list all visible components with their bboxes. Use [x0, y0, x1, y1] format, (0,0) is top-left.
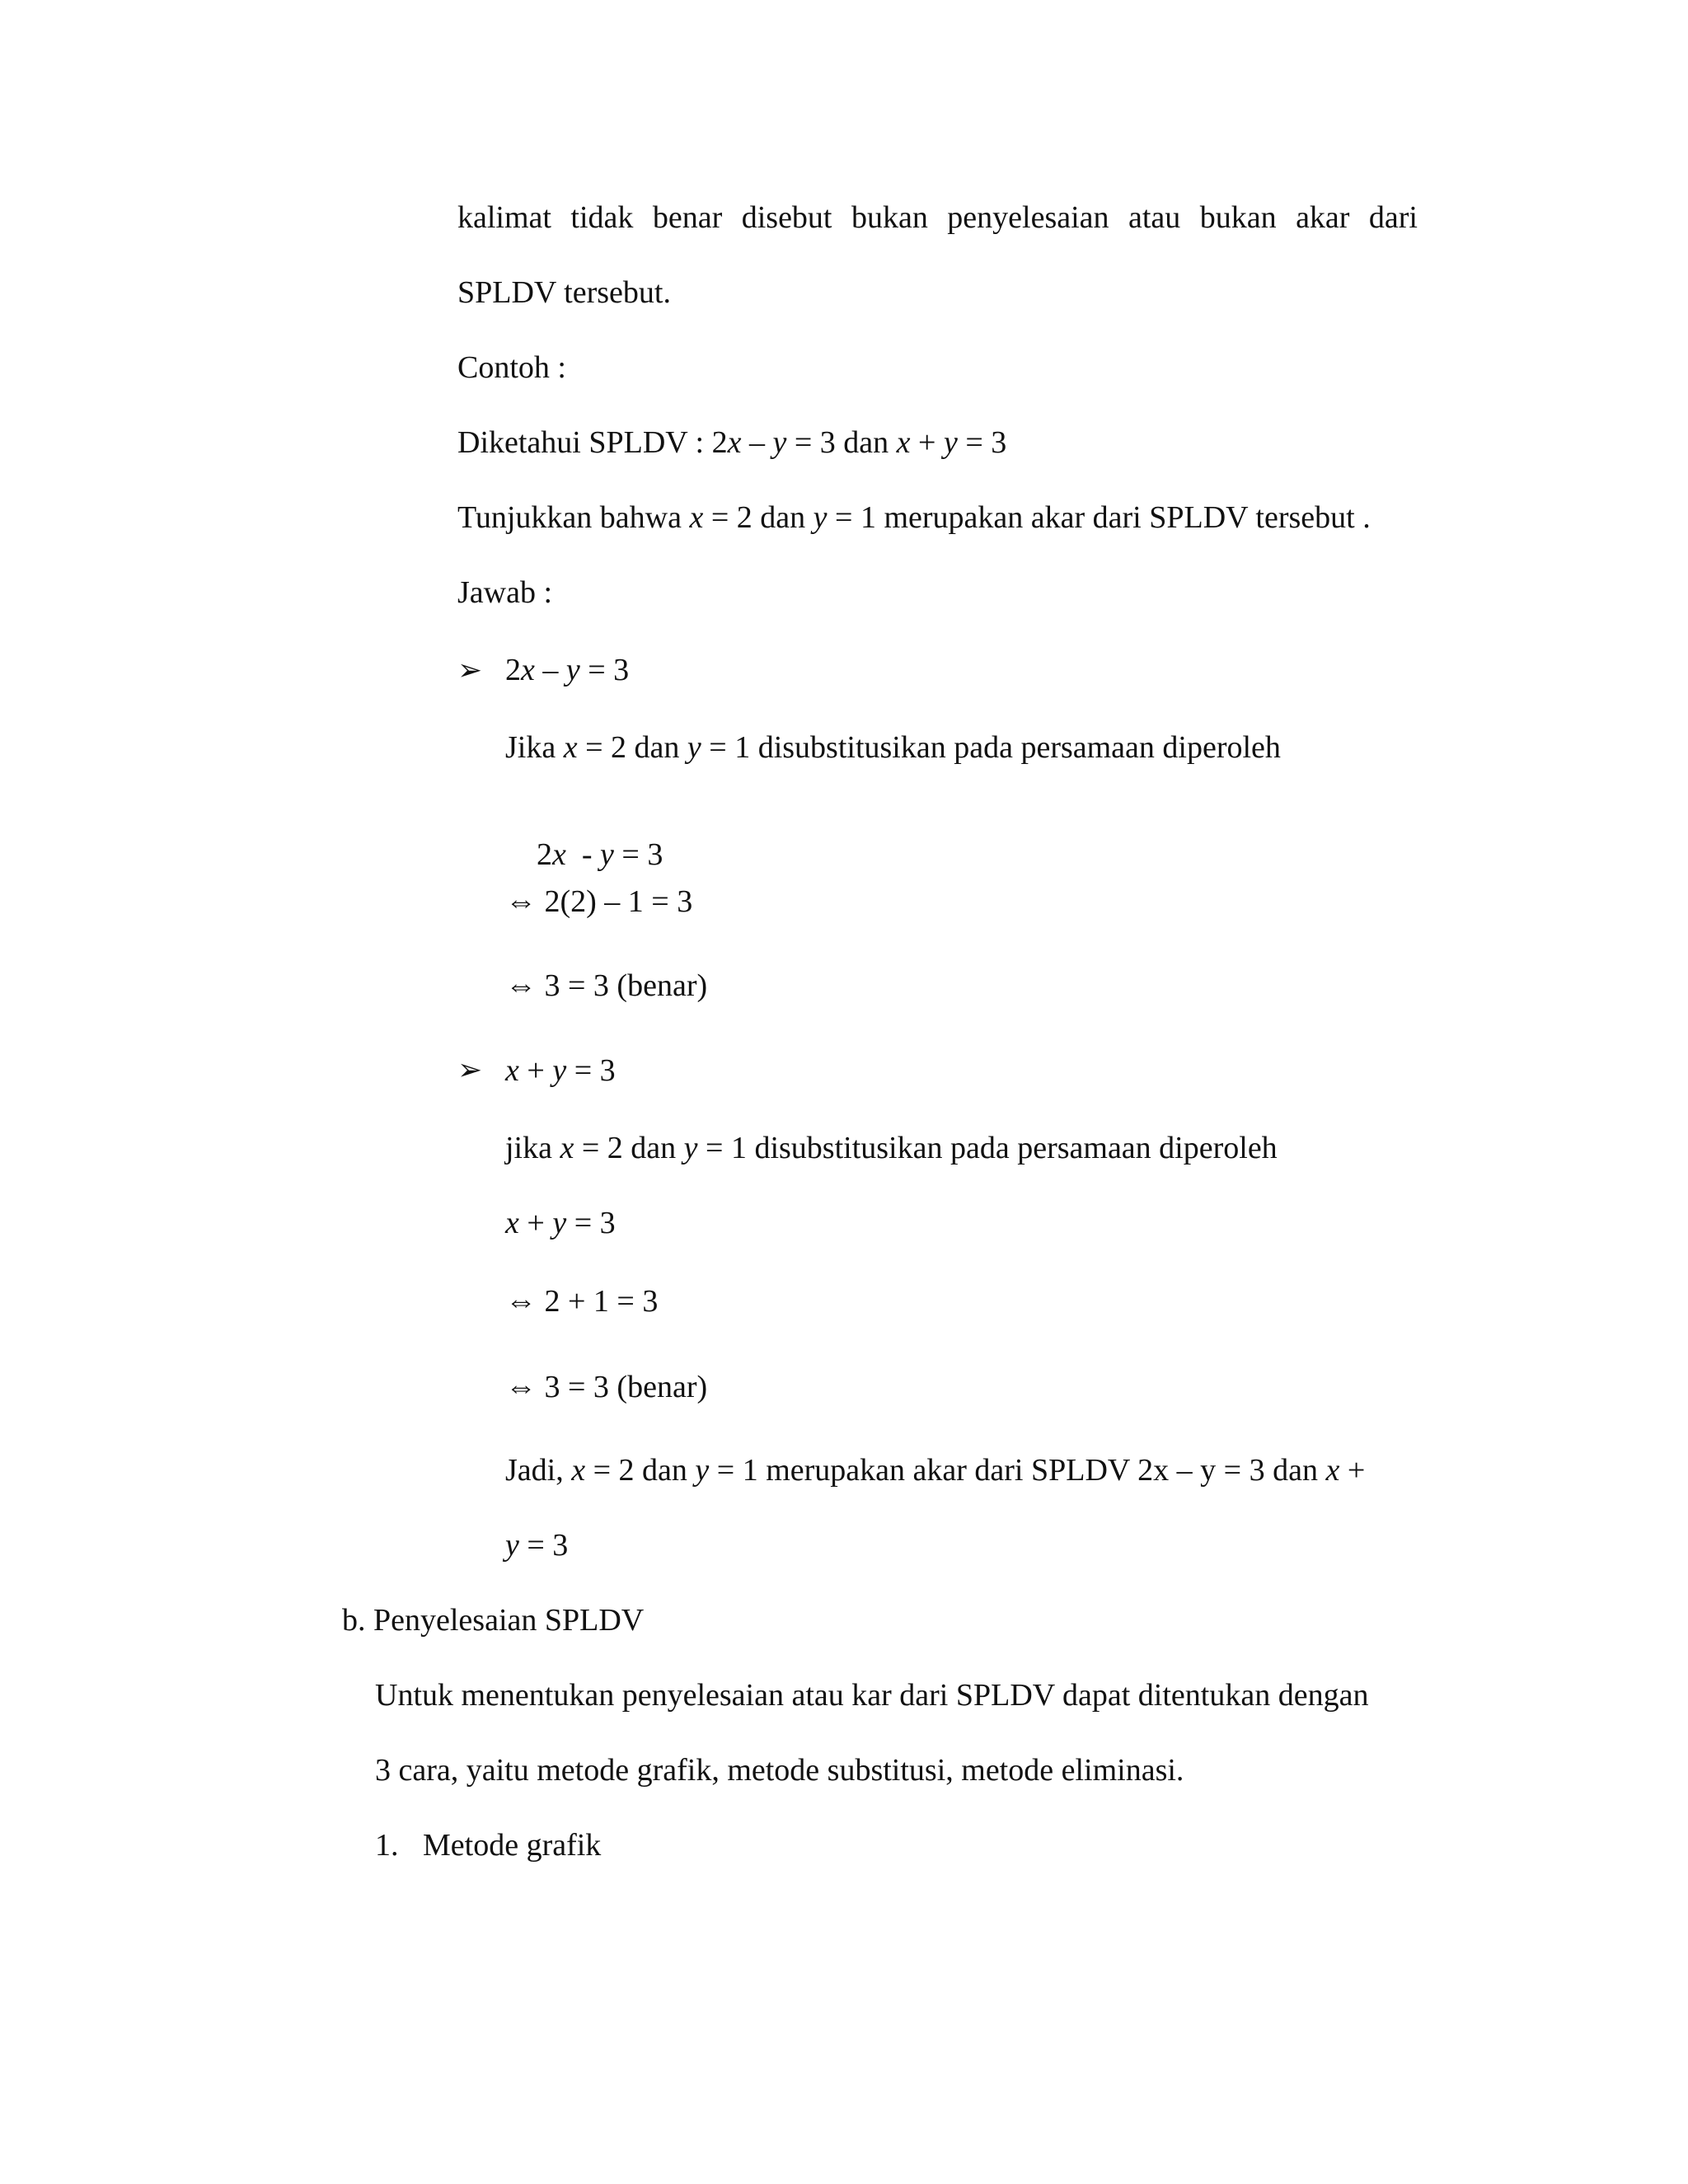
- list-item-number: 1.: [375, 1828, 399, 1863]
- jawab-label: Jawab :: [457, 575, 553, 610]
- section-b-heading: b. Penyelesaian SPLDV: [342, 1603, 645, 1638]
- section-b-paragraph-line-2: 3 cara, yaitu metode grafik, metode substitusi, metode eliminasi.: [375, 1753, 1184, 1788]
- bullet1-step3: ⇔ 3 = 3 (benar): [505, 968, 708, 1003]
- contoh-label: Contoh :: [457, 350, 566, 385]
- bullet1-jika-line: Jika x = 2 dan y = 1 disubstitusikan pada persamaan diperoleh: [505, 730, 1281, 765]
- jadi-line-1: Jadi, x = 2 dan y = 1 merupakan akar dari SPLDV 2x – y = 3 dan x +: [505, 1453, 1366, 1488]
- arrow-bullet-icon: ➢: [457, 654, 483, 687]
- jadi-line-2: y = 3: [505, 1528, 569, 1563]
- diketahui-line: Diketahui SPLDV : 2x – y = 3 dan x + y = 3: [457, 425, 1007, 460]
- bullet2-jika-line: jika x = 2 dan y = 1 disubstitusikan pada persamaan diperoleh: [505, 1131, 1278, 1165]
- bullet2-step2: ⇔ 2 + 1 = 3: [505, 1284, 659, 1319]
- bullet1-equation: 2x – y = 3: [505, 653, 630, 687]
- bullet2-step1: x + y = 3: [505, 1206, 616, 1240]
- bullet1-step1: 2x - y = 3: [537, 837, 663, 872]
- arrow-bullet-icon: ➢: [457, 1053, 483, 1086]
- list-item-label: Metode grafik: [423, 1828, 602, 1863]
- paragraph-line-1: kalimat tidak benar disebut bukan penyelesaian atau bukan akar dari: [457, 200, 1418, 235]
- section-b-paragraph-line-1: Untuk menentukan penyelesaian atau kar dari SPLDV dapat ditentukan dengan: [375, 1678, 1369, 1713]
- tunjukkan-line: Tunjukkan bahwa x = 2 dan y = 1 merupakan akar dari SPLDV tersebut .: [457, 500, 1371, 535]
- bullet1-step2: ⇔ 2(2) – 1 = 3: [505, 884, 693, 919]
- paragraph-line-2: SPLDV tersebut.: [457, 275, 671, 310]
- bullet2-step3: ⇔ 3 = 3 (benar): [505, 1370, 708, 1404]
- bullet2-equation: x + y = 3: [505, 1053, 616, 1088]
